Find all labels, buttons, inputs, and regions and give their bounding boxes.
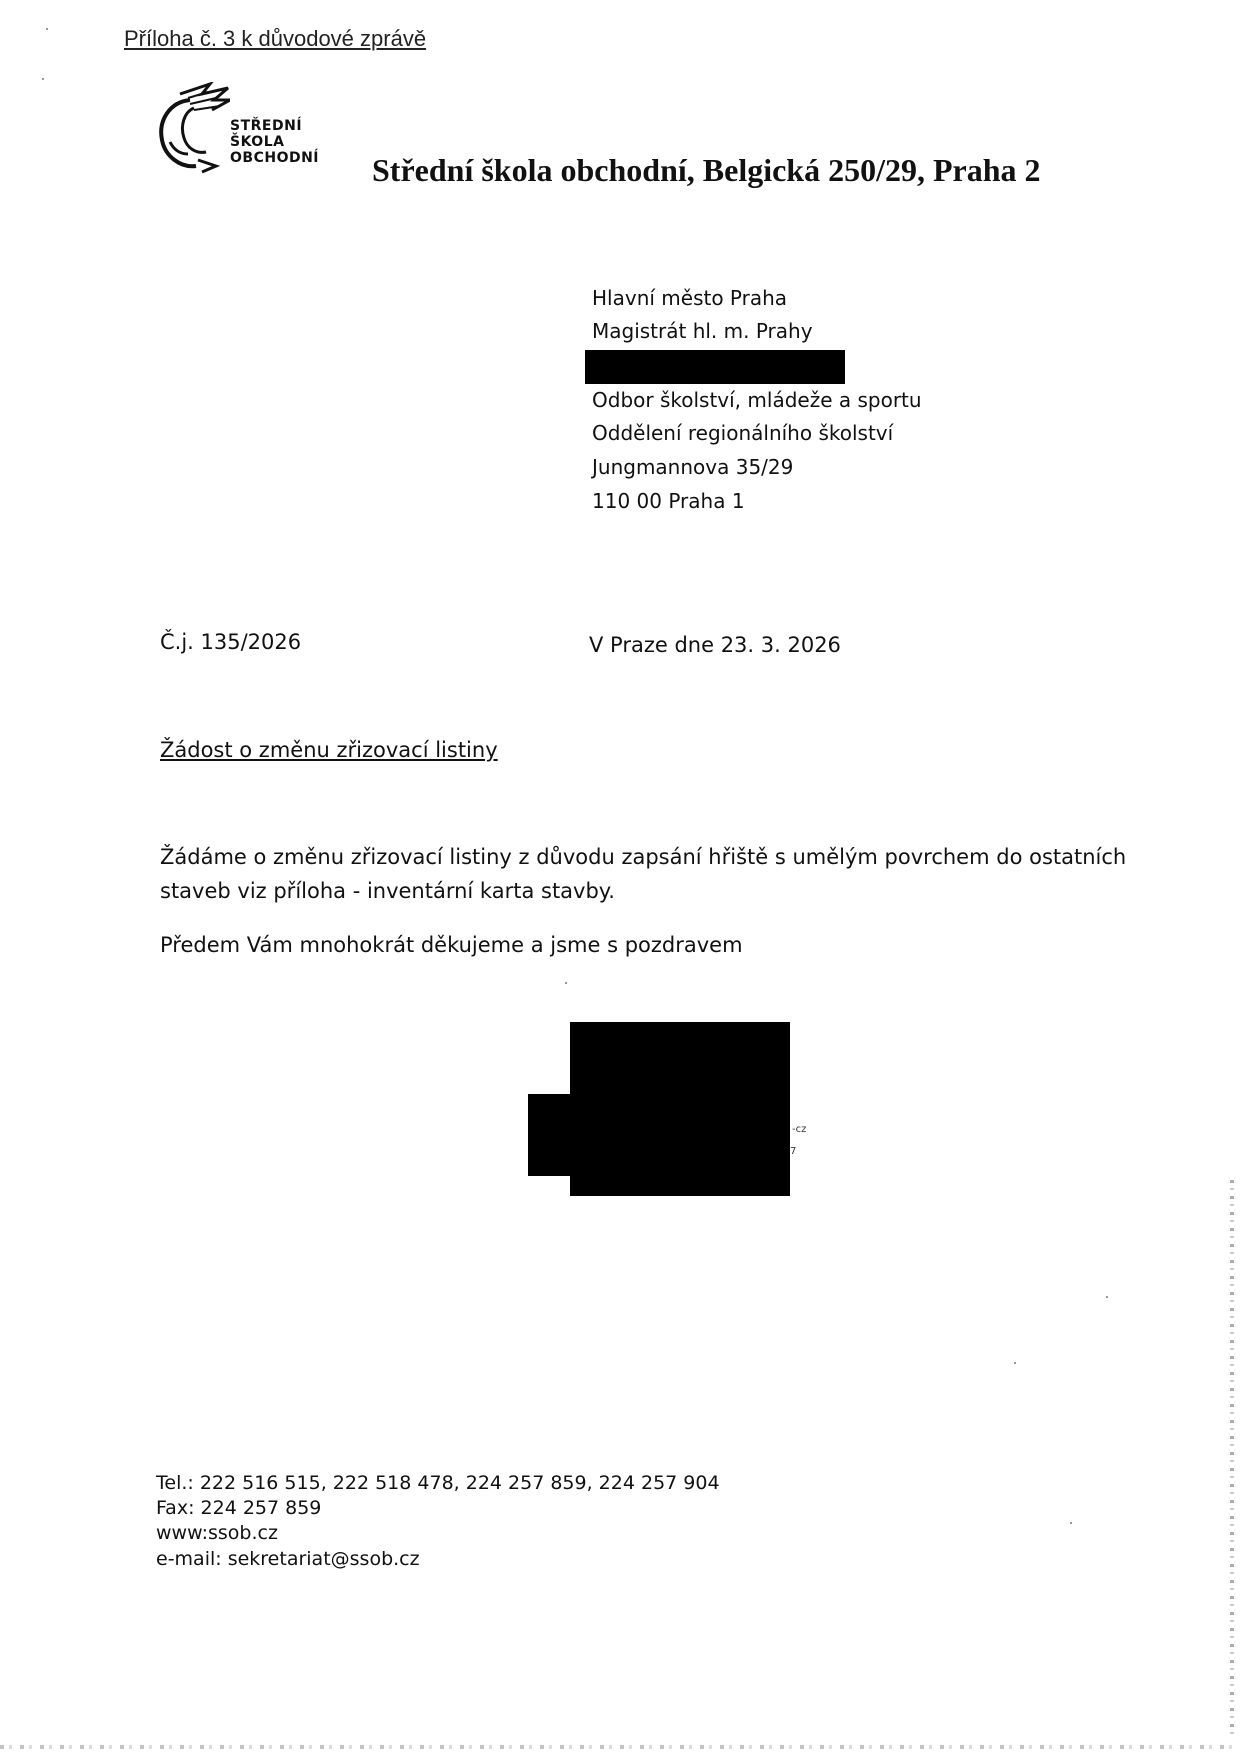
scan-speck — [1106, 1296, 1108, 1298]
scan-speck — [565, 982, 567, 984]
logo-text-line3: OBCHODNÍ — [230, 150, 320, 166]
recipient-line-5: Jungmannova 35/29 — [592, 455, 794, 479]
body-line-2: staveb viz příloha - inventární karta stavby. — [160, 879, 615, 903]
body-closing: Předem Vám mnohokrát děkujeme a jsme s pozdravem — [160, 933, 743, 957]
school-title: Střední škola obchodní, Belgická 250/29, Praha 2 — [372, 152, 1041, 188]
footer-fax: Fax: 224 257 859 — [156, 1497, 322, 1519]
school-logo — [150, 82, 350, 182]
body-line-1: Žádáme o změnu zřizovací listiny z důvodu zapsání hřiště s umělým povrchem do ostatních — [160, 845, 1127, 869]
letter-subject: Žádost o změnu zřizovací listiny — [160, 738, 498, 762]
stamp-fragment-1: -cz — [792, 1124, 807, 1135]
logo-text-line1: STŘEDNÍ — [230, 118, 303, 134]
recipient-line-3: Odbor školství, mládeže a sportu — [592, 388, 922, 412]
stamp-fragment-2: 7 — [790, 1146, 797, 1157]
scan-speck — [1014, 1362, 1016, 1364]
recipient-line-6: 110 00 Praha 1 — [592, 489, 745, 513]
recipient-line-2: Magistrát hl. m. Prahy — [592, 319, 813, 343]
scan-speck — [42, 78, 44, 80]
footer-web: www:ssob.cz — [156, 1522, 278, 1544]
redaction-box-recipient — [585, 350, 845, 384]
mercury-head-icon — [150, 82, 230, 182]
reference-number: Č.j. 135/2026 — [160, 630, 302, 654]
scan-speck — [1070, 1522, 1072, 1524]
place-date: V Praze dne 23. 3. 2026 — [589, 633, 841, 657]
recipient-line-1: Hlavní město Praha — [592, 286, 788, 310]
recipient-line-4: Oddělení regionálního školství — [592, 421, 894, 445]
scan-edge-right — [1230, 1180, 1234, 1740]
scan-speck — [46, 28, 48, 30]
redaction-box-signature — [570, 1022, 790, 1196]
logo-text-line2: ŠKOLA — [230, 134, 285, 150]
footer-email: e-mail: sekretariat@ssob.cz — [156, 1548, 420, 1570]
redaction-box-stamp — [528, 1094, 578, 1176]
annex-note: Příloha č. 3 k důvodové zprávě — [124, 26, 427, 51]
footer-tel: Tel.: 222 516 515, 222 518 478, 224 257 859, 224 257 904 — [156, 1472, 720, 1494]
scan-edge-bottom — [0, 1745, 1240, 1749]
